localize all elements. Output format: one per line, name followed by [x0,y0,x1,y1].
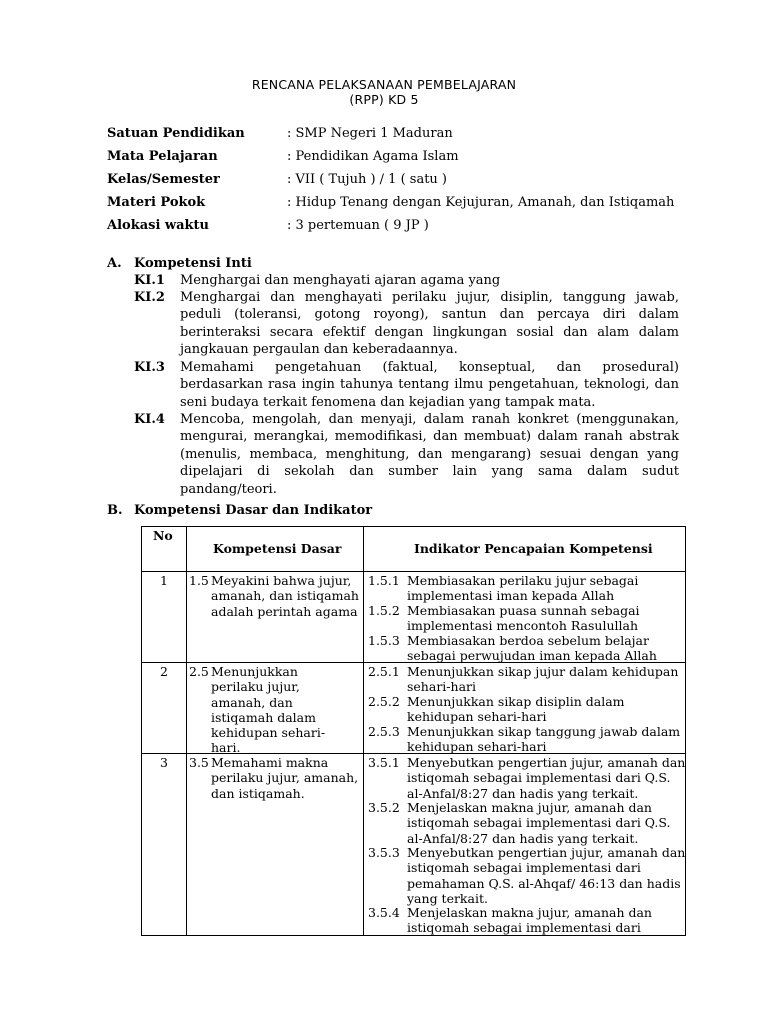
indicator-number: 1.5.2 [368,603,400,618]
identity-value: : Pendidikan Agama Islam [287,149,459,164]
kd-number: 2.5 [189,664,209,679]
ki-code: KI.1 [134,273,165,288]
row-no: 3 [160,755,168,770]
indicator-text: Membiasakan perilaku jujur sebagai implementasi iman kepada Allah [407,573,639,604]
table-divider [363,527,364,935]
identity-value: : 3 pertemuan ( 9 JP ) [287,218,429,233]
kd-text: Memahami makna perilaku jujur, amanah, dan istiqamah. [211,755,359,801]
kd-number: 3.5 [189,755,209,770]
indicator-text: Menyebutkan pengertian jujur, amanah dan istiqomah sebagai implementasi dari pemahaman Q.S. al-Ahqaf/ 46:13 dan hadis yang terkait. [407,845,686,906]
indicator-text: Menunjukkan sikap jujur dalam kehidupan sehari-hari [407,664,679,695]
row-no: 2 [160,664,168,679]
kompetensi-table [141,526,686,936]
header-kompetensi-dasar: Kompetensi Dasar [213,541,342,556]
row-no: 1 [160,573,168,588]
kd-number: 1.5 [189,573,209,588]
ki-text: Menghargai dan menghayati perilaku jujur, disiplin, tanggung jawab, peduli (toleransi, gotong royong), santun dan percaya diri dalam berinteraksi secara efektif dengan lingkungan sosial dan alam dalam jangkauan pergaulan dan keberadaannya. [180,290,679,358]
table-divider [186,527,187,935]
section-a-title: Kompetensi Inti [134,256,252,271]
section-b-title: Kompetensi Dasar dan Indikator [134,503,373,518]
indicator-number: 3.5.2 [368,800,400,815]
section-b-letter: B. [107,503,123,518]
indicator-number: 2.5.2 [368,694,400,709]
identity-label: Alokasi waktu [107,218,209,233]
header-indikator: Indikator Pencapaian Kompetensi [414,541,653,556]
identity-value: : Hidup Tenang dengan Kejujuran, Amanah, dan Istiqamah [287,195,675,210]
document-title: RENCANA PELAKSANAAN PEMBELAJARAN [251,77,517,92]
identity-value: : VII ( Tujuh ) / 1 ( satu ) [287,172,448,187]
indicator-number: 1.5.3 [368,633,400,648]
ki-text: Mencoba, mengolah, dan menyaji, dalam ranah konkret (menggunakan, mengurai, merangkai, memodifikasi, dan membuat) dalam ranah abstrak (menulis, membaca, menghitung, dan mengarang) sesuai dengan yang dipelajari di sekolah dan sumber lain yang sama dalam sudut pandang/teori. [180,412,679,497]
indicator-text: Menjelaskan makna jujur, amanah dan istiqomah sebagai implementasi dari Q.S. al-Anfal/8:27 dan hadis yang terkait. [407,800,671,846]
indicator-number: 2.5.1 [368,664,400,679]
kd-text: Menunjukkan perilaku jujur, amanah, dan istiqamah dalam kehidupan sehari-hari. [211,664,326,756]
identity-label: Satuan Pendidikan [107,126,245,141]
indicator-text: Menyebutkan pengertian jujur, amanah dan istiqomah sebagai implementasi dari Q.S. al-Anfal/8:27 dan hadis yang terkait. [407,755,686,801]
indicator-number: 1.5.1 [368,573,400,588]
indicator-text: Menunjukkan sikap tanggung jawab dalam kehidupan sehari-hari [407,724,681,755]
identity-label: Materi Pokok [107,195,206,210]
ki-code: KI.3 [134,360,165,375]
indicator-number: 3.5.1 [368,755,400,770]
document-subtitle: (RPP) KD 5 [349,92,419,107]
ki-code: KI.2 [134,290,165,305]
indicator-text: Menjelaskan makna jujur, amanah dan istiqomah sebagai implementasi dari [407,905,652,936]
section-a-letter: A. [107,256,122,271]
indicator-number: 3.5.4 [368,905,400,920]
identity-value: : SMP Negeri 1 Maduran [287,126,453,141]
table-divider [142,571,685,572]
indicator-text: Membiasakan berdoa sebelum belajar sebagai perwujudan iman kepada Allah [407,633,657,664]
ki-text: Menghargai dan menghayati ajaran agama yang [180,273,501,288]
identity-label: Kelas/Semester [107,172,220,187]
indicator-text: Menunjukkan sikap disiplin dalam kehidupan sehari-hari [407,694,625,725]
ki-text: Memahami pengetahuan (faktual, konseptual, dan prosedural) berdasarkan rasa ingin tahunya tentang ilmu pengetahuan, teknologi, dan seni budaya terkait fenomena dan kejadian yang tampak mata. [180,360,679,410]
indicator-number: 2.5.3 [368,724,400,739]
kd-text: Meyakini bahwa jujur, amanah, dan istiqamah adalah perintah agama [211,573,359,619]
identity-label: Mata Pelajaran [107,149,218,164]
indicator-number: 3.5.3 [368,845,400,860]
header-no: No [153,528,173,543]
ki-code: KI.4 [134,412,165,427]
indicator-text: Membiasakan puasa sunnah sebagai implementasi mencontoh Rasulullah [407,603,640,634]
